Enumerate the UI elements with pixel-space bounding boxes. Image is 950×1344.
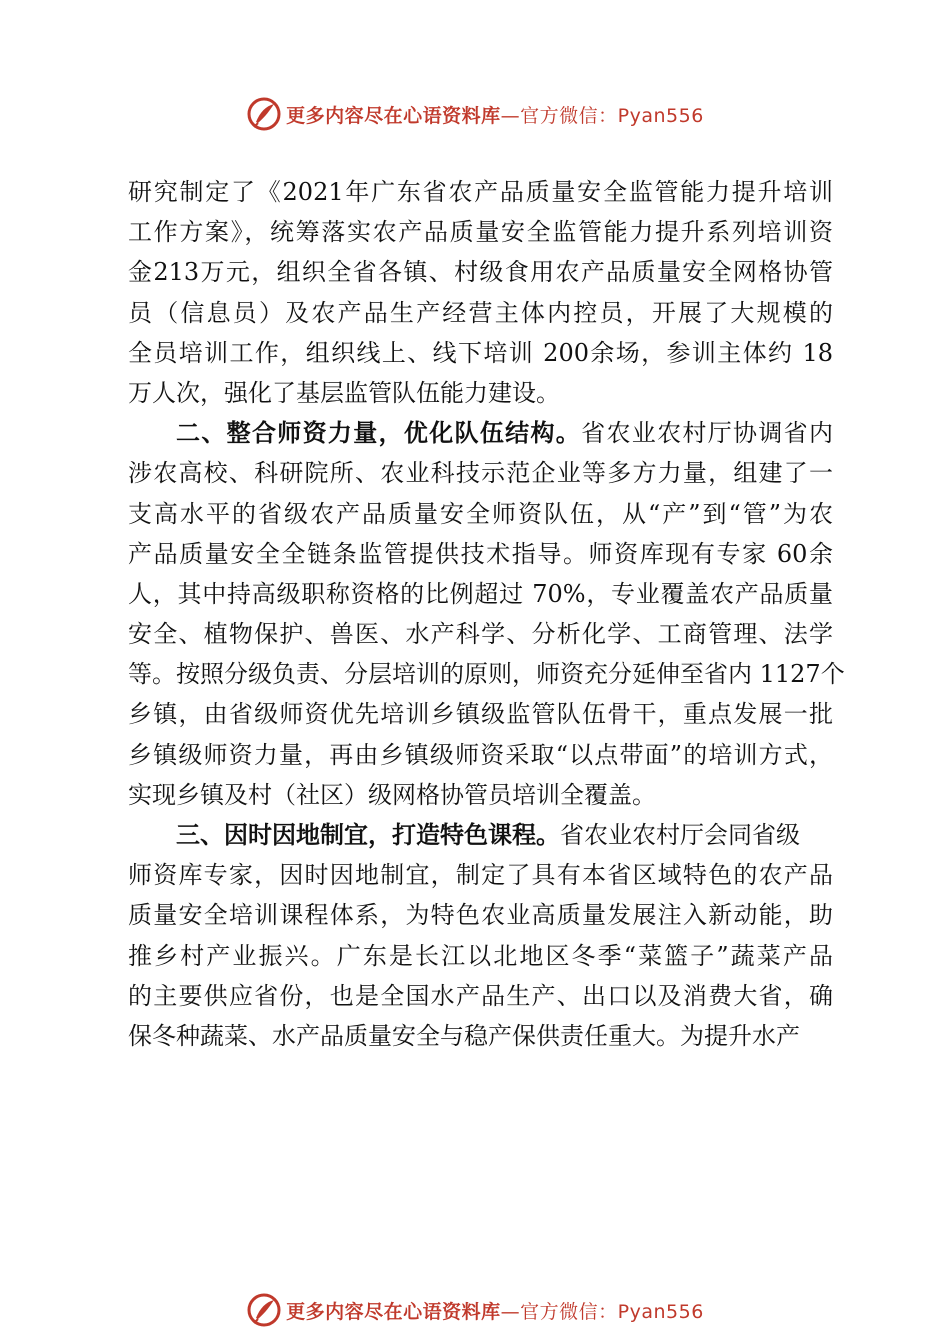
- section-heading: 三、因时因地制宜，打造特色课程。: [176, 821, 560, 849]
- footer-suffix: —官方微信：Pyan556: [500, 1300, 704, 1323]
- text-line: 人，其中持高级职称资格的比例超过 70%，专业覆盖农产品质量: [128, 579, 833, 608]
- text-line: 万人次，强化了基层监管队伍能力建设。: [128, 378, 560, 407]
- quill-logo-icon: [246, 1292, 282, 1328]
- text-line: 推乡村产业振兴。广东是长江以北地区冬季“菜篮子”蔬菜产品: [128, 941, 833, 970]
- section-heading: 二、整合师资力量，优化队伍结构。: [176, 419, 582, 448]
- text-line: 产品质量安全全链条监管提供技术指导。师资库现有专家 60余: [128, 539, 833, 568]
- document-body: [128, 172, 845, 1056]
- text-line: 支高水平的省级农产品质量安全师资队伍，从“产”到“管”为农: [128, 499, 833, 528]
- text-line: 三、因时因地制宜，打造特色课程。省农业农村厅会同省级: [176, 821, 800, 849]
- text-line: 研究制定了《2021年广东省农产品质量安全监管能力提升培训: [128, 178, 833, 206]
- paragraph-1: [128, 172, 833, 413]
- footer-banner: [0, 1288, 950, 1332]
- text-line: 安全、植物保护、兽医、水产科学、分析化学、工商管理、法学: [128, 620, 833, 649]
- text-line: 乡镇级师资力量，再由乡镇级师资采取“以点带面”的培训方式，: [128, 740, 833, 769]
- header-banner: [0, 92, 950, 136]
- text-line: 乡镇，由省级师资优先培训乡镇级监管队伍骨干，重点发展一批: [128, 700, 833, 729]
- text-line: 员（信息员）及农产品生产经营主体内控员，开展了大规模的: [128, 298, 833, 327]
- text-line: 二、整合师资力量，优化队伍结构。省农业农村厅协调省内: [176, 419, 834, 448]
- text-line: 涉农高校、科研院所、农业科技示范企业等多方力量，组建了一: [128, 459, 833, 488]
- text-line: 师资库专家，因时因地制宜，制定了具有本省区域特色的农产品: [128, 861, 833, 890]
- text-line: 等。按照分级负责、分层培训的原则，师资充分延伸至省内 1127个: [128, 660, 845, 689]
- text-line: 全员培训工作，组织线上、线下培训 200余场，参训主体约 18: [128, 338, 833, 367]
- text-line: 保冬种蔬菜、水产品质量安全与稳产保供责任重大。为提升水产: [128, 1021, 800, 1050]
- quill-logo-icon: [246, 96, 282, 132]
- header-brand: 更多内容尽在心语资料库: [286, 104, 501, 127]
- text-line: 实现乡镇及村（社区）级网格协管员培训全覆盖。: [128, 780, 656, 809]
- text-line: 金213万元，组织全省各镇、村级食用农产品质量安全网格协管: [128, 258, 833, 287]
- text-line: 的主要供应省份，也是全国水产品生产、出口以及消费大省，确: [128, 981, 833, 1010]
- text-line: 工作方案》，统筹落实农产品质量安全监管能力提升系列培训资: [128, 218, 833, 247]
- paragraph-3: [128, 815, 833, 1056]
- text-line: 质量安全培训课程体系，为特色农业高质量发展注入新动能，助: [128, 901, 833, 930]
- footer-brand: 更多内容尽在心语资料库: [286, 1300, 501, 1323]
- header-suffix: —官方微信：Pyan556: [500, 104, 704, 127]
- paragraph-2: [128, 413, 845, 815]
